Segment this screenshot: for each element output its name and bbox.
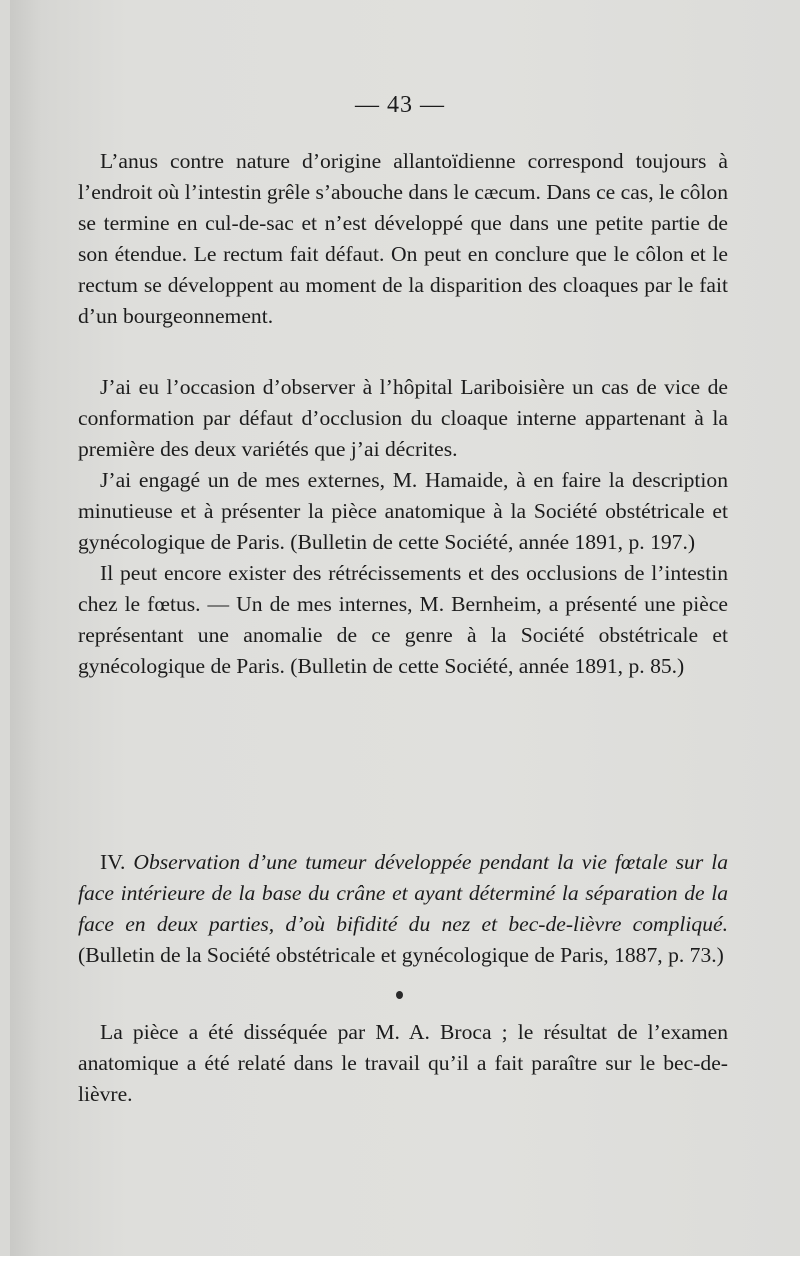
page-bottom-edge <box>0 1256 800 1263</box>
observation-title: Observation d’une tumeur développée pendant la vie fœtale sur la face intérieure de la base du crâne et ayant déterminé la séparation de la face en deux parties, d’où bifidité du nez et bec-de-lièvre compliqué. <box>78 850 728 936</box>
page-number: — 43 — <box>355 92 445 118</box>
ink-dot-mark <box>396 991 403 999</box>
paragraph-intestinal-occlusions: Il peut encore exister des rétrécissements et des occlusions de l’intestin chez le fœtus. — Un de mes internes, M. Bernheim, a présenté une pièce représentant une anomalie de ce genre à la Société obstétricale et gynécologique de Paris. (Bulletin de cette Société, année 1891, p. 85.) <box>78 561 728 678</box>
paragraph-hamaide-description: J’ai engagé un de mes externes, M. Hamaide, à en faire la description minutieuse et à présenter la pièce anatomique à la Société obstétricale et gynécologique de Paris. (Bulletin de cette Société, année 1891, p. 197.) <box>78 468 728 554</box>
observation-number: IV. <box>100 850 126 874</box>
paragraph-5-block <box>78 1017 728 1110</box>
paragraph-allantoid-anus: L’anus contre nature d’origine allantoïdienne correspond toujours à l’endroit où l’intestin grêle s’abouche dans le cæcum. Dans ce cas, le côlon se termine en cul-de-sac et n’est développé que dans une petite partie de son étendue. Le rectum fait défaut. On peut en conclure que le côlon et le rectum se développent au moment de la disparition des cloaques par le fait d’un bourgeonnement. <box>78 149 728 328</box>
paragraph-lariboisiere-case: J’ai eu l’occasion d’observer à l’hôpital Lariboisière un cas de vice de conformation par défaut d’occlusion du cloaque interne appartenant à la première des deux variétés que j’ai décrites. <box>78 375 728 461</box>
paragraph-broca-dissection: La pièce a été disséquée par M. A. Broca ; le résultat de l’examen anatomique a été relaté dans le travail qu’il a fait paraître sur le bec-de-lièvre. <box>78 1020 728 1106</box>
observation-iv-block <box>78 847 728 971</box>
paragraph-group-2 <box>78 372 728 682</box>
paragraph-1-block <box>78 146 728 332</box>
observation-reference: (Bulletin de la Société obstétricale et gynécologique de Paris, 1887, p. 73.) <box>78 943 724 967</box>
observation-iv-heading <box>78 847 728 971</box>
